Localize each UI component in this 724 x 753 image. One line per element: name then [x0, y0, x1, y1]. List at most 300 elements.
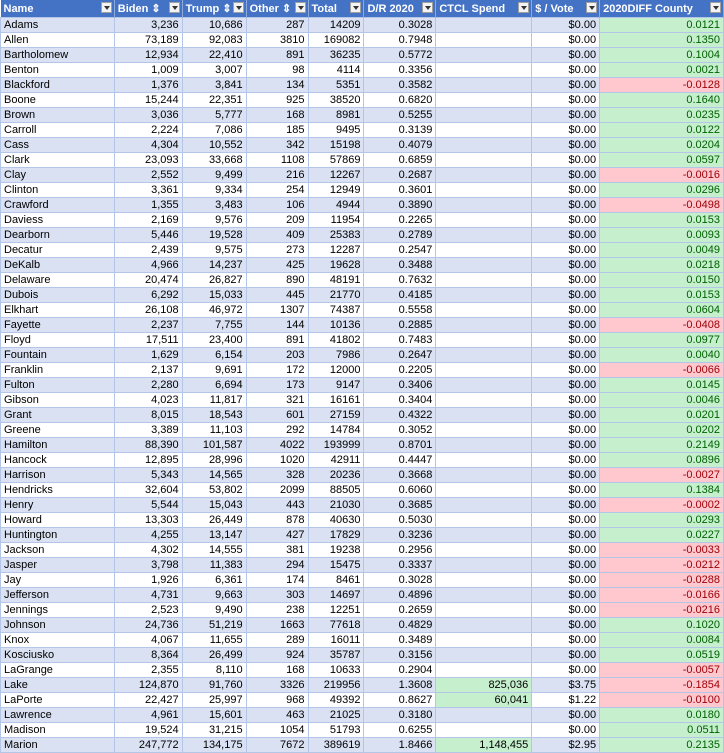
table-cell[interactable]: $0.00: [532, 138, 600, 153]
table-cell[interactable]: 19,528: [182, 228, 246, 243]
table-cell[interactable]: 26,449: [182, 513, 246, 528]
column-header[interactable]: [436, 0, 532, 18]
table-cell[interactable]: $0.00: [532, 573, 600, 588]
table-cell[interactable]: 5,446: [114, 228, 182, 243]
table-cell[interactable]: [436, 513, 532, 528]
table-cell[interactable]: 0.7632: [364, 273, 436, 288]
table-cell[interactable]: $0.00: [532, 498, 600, 513]
table-cell[interactable]: 3,236: [114, 18, 182, 33]
table-cell[interactable]: -0.0408: [600, 318, 724, 333]
table-cell[interactable]: $0.00: [532, 528, 600, 543]
table-cell[interactable]: 22,427: [114, 693, 182, 708]
table-cell[interactable]: 12000: [308, 363, 364, 378]
table-cell[interactable]: Clinton: [1, 183, 115, 198]
table-cell[interactable]: 273: [246, 243, 308, 258]
table-cell[interactable]: 26,827: [182, 273, 246, 288]
table-cell[interactable]: -0.0066: [600, 363, 724, 378]
table-cell[interactable]: Greene: [1, 423, 115, 438]
table-cell[interactable]: [436, 468, 532, 483]
table-cell[interactable]: 13,303: [114, 513, 182, 528]
table-cell[interactable]: 0.0046: [600, 393, 724, 408]
table-cell[interactable]: 0.3685: [364, 498, 436, 513]
table-cell[interactable]: 23,400: [182, 333, 246, 348]
table-cell[interactable]: 21025: [308, 708, 364, 723]
table-cell[interactable]: 0.2904: [364, 663, 436, 678]
table-cell[interactable]: 9,575: [182, 243, 246, 258]
table-cell[interactable]: 28,996: [182, 453, 246, 468]
table-cell[interactable]: [436, 123, 532, 138]
table-cell[interactable]: [436, 93, 532, 108]
table-cell[interactable]: 287: [246, 18, 308, 33]
table-cell[interactable]: Allen: [1, 33, 115, 48]
table-cell[interactable]: 891: [246, 333, 308, 348]
table-cell[interactable]: 32,604: [114, 483, 182, 498]
table-cell[interactable]: [436, 213, 532, 228]
table-cell[interactable]: 254: [246, 183, 308, 198]
table-cell[interactable]: Boone: [1, 93, 115, 108]
table-cell[interactable]: 14209: [308, 18, 364, 33]
table-cell[interactable]: 0.4829: [364, 618, 436, 633]
table-cell[interactable]: 381: [246, 543, 308, 558]
table-cell[interactable]: $0.00: [532, 168, 600, 183]
table-cell[interactable]: 25,997: [182, 693, 246, 708]
table-cell[interactable]: [436, 378, 532, 393]
table-cell[interactable]: 0.3180: [364, 708, 436, 723]
table-cell[interactable]: 0.0235: [600, 108, 724, 123]
table-cell[interactable]: 0.4896: [364, 588, 436, 603]
table-cell[interactable]: 3,036: [114, 108, 182, 123]
table-cell[interactable]: $0.00: [532, 438, 600, 453]
table-cell[interactable]: 0.0122: [600, 123, 724, 138]
table-cell[interactable]: 8981: [308, 108, 364, 123]
filter-dropdown-icon[interactable]: [422, 2, 433, 13]
table-cell[interactable]: 0.0511: [600, 723, 724, 738]
table-cell[interactable]: 3,483: [182, 198, 246, 213]
table-cell[interactable]: 4,067: [114, 633, 182, 648]
table-cell[interactable]: 4114: [308, 63, 364, 78]
table-cell[interactable]: 878: [246, 513, 308, 528]
table-cell[interactable]: 0.2135: [600, 738, 724, 753]
table-cell[interactable]: 15475: [308, 558, 364, 573]
table-cell[interactable]: 38520: [308, 93, 364, 108]
table-cell[interactable]: Hancock: [1, 453, 115, 468]
table-cell[interactable]: 0.0201: [600, 408, 724, 423]
table-cell[interactable]: 169082: [308, 33, 364, 48]
table-cell[interactable]: 209: [246, 213, 308, 228]
table-cell[interactable]: 12251: [308, 603, 364, 618]
table-cell[interactable]: 0.4079: [364, 138, 436, 153]
table-cell[interactable]: 6,154: [182, 348, 246, 363]
table-cell[interactable]: LaPorte: [1, 693, 115, 708]
table-cell[interactable]: 0.1384: [600, 483, 724, 498]
table-cell[interactable]: 15,043: [182, 498, 246, 513]
table-cell[interactable]: 3,798: [114, 558, 182, 573]
table-cell[interactable]: Fulton: [1, 378, 115, 393]
table-cell[interactable]: -0.0166: [600, 588, 724, 603]
table-cell[interactable]: 2,224: [114, 123, 182, 138]
table-cell[interactable]: Hamilton: [1, 438, 115, 453]
table-cell[interactable]: Henry: [1, 498, 115, 513]
table-cell[interactable]: 172: [246, 363, 308, 378]
filter-dropdown-icon[interactable]: [586, 2, 597, 13]
table-cell[interactable]: [436, 528, 532, 543]
table-cell[interactable]: -0.0002: [600, 498, 724, 513]
table-cell[interactable]: $0.00: [532, 663, 600, 678]
table-cell[interactable]: 0.1350: [600, 33, 724, 48]
table-cell[interactable]: [436, 243, 532, 258]
table-cell[interactable]: [436, 18, 532, 33]
table-cell[interactable]: 2,523: [114, 603, 182, 618]
table-cell[interactable]: $0.00: [532, 648, 600, 663]
table-cell[interactable]: 328: [246, 468, 308, 483]
table-cell[interactable]: 26,499: [182, 648, 246, 663]
table-cell[interactable]: 17,511: [114, 333, 182, 348]
table-cell[interactable]: 4,255: [114, 528, 182, 543]
table-cell[interactable]: 1,629: [114, 348, 182, 363]
table-cell[interactable]: 42911: [308, 453, 364, 468]
table-cell[interactable]: $0.00: [532, 63, 600, 78]
table-cell[interactable]: 15,244: [114, 93, 182, 108]
table-cell[interactable]: 0.3356: [364, 63, 436, 78]
table-cell[interactable]: 10,552: [182, 138, 246, 153]
table-cell[interactable]: Benton: [1, 63, 115, 78]
table-cell[interactable]: [436, 153, 532, 168]
table-cell[interactable]: 2,552: [114, 168, 182, 183]
table-cell[interactable]: 9,576: [182, 213, 246, 228]
table-cell[interactable]: 303: [246, 588, 308, 603]
table-cell[interactable]: 0.0180: [600, 708, 724, 723]
table-cell[interactable]: 0.3337: [364, 558, 436, 573]
table-cell[interactable]: 0.5255: [364, 108, 436, 123]
table-cell[interactable]: $0.00: [532, 348, 600, 363]
table-cell[interactable]: $0.00: [532, 708, 600, 723]
table-cell[interactable]: 19,524: [114, 723, 182, 738]
table-cell[interactable]: 4,023: [114, 393, 182, 408]
table-cell[interactable]: 0.3028: [364, 573, 436, 588]
table-cell[interactable]: $0.00: [532, 123, 600, 138]
table-cell[interactable]: 7986: [308, 348, 364, 363]
table-cell[interactable]: Adams: [1, 18, 115, 33]
table-cell[interactable]: 17829: [308, 528, 364, 543]
table-cell[interactable]: 8,364: [114, 648, 182, 663]
table-cell[interactable]: $0.00: [532, 558, 600, 573]
table-cell[interactable]: [436, 633, 532, 648]
table-cell[interactable]: [436, 108, 532, 123]
table-cell[interactable]: 57869: [308, 153, 364, 168]
table-cell[interactable]: 427: [246, 528, 308, 543]
table-cell[interactable]: -0.0057: [600, 663, 724, 678]
table-cell[interactable]: Hendricks: [1, 483, 115, 498]
table-cell[interactable]: [436, 33, 532, 48]
table-cell[interactable]: 9,663: [182, 588, 246, 603]
table-cell[interactable]: 14,565: [182, 468, 246, 483]
table-cell[interactable]: 4,302: [114, 543, 182, 558]
table-cell[interactable]: 73,189: [114, 33, 182, 48]
table-cell[interactable]: 9,691: [182, 363, 246, 378]
table-cell[interactable]: Lawrence: [1, 708, 115, 723]
table-cell[interactable]: 0.6255: [364, 723, 436, 738]
table-cell[interactable]: 13,147: [182, 528, 246, 543]
table-cell[interactable]: 41802: [308, 333, 364, 348]
table-cell[interactable]: 0.0296: [600, 183, 724, 198]
column-header[interactable]: [114, 0, 182, 18]
table-cell[interactable]: 168: [246, 663, 308, 678]
table-cell[interactable]: [436, 558, 532, 573]
table-cell[interactable]: 101,587: [182, 438, 246, 453]
table-cell[interactable]: 88505: [308, 483, 364, 498]
filter-dropdown-icon[interactable]: [518, 2, 529, 13]
table-cell[interactable]: 21770: [308, 288, 364, 303]
table-cell[interactable]: 0.6820: [364, 93, 436, 108]
table-cell[interactable]: 1.3608: [364, 678, 436, 693]
table-cell[interactable]: [436, 618, 532, 633]
table-cell[interactable]: -0.0128: [600, 78, 724, 93]
table-cell[interactable]: 9147: [308, 378, 364, 393]
table-cell[interactable]: $0.00: [532, 93, 600, 108]
table-cell[interactable]: 0.2789: [364, 228, 436, 243]
table-cell[interactable]: [436, 63, 532, 78]
table-cell[interactable]: Jasper: [1, 558, 115, 573]
table-cell[interactable]: 925: [246, 93, 308, 108]
filter-dropdown-icon[interactable]: [233, 2, 244, 13]
table-cell[interactable]: 51793: [308, 723, 364, 738]
table-cell[interactable]: 389619: [308, 738, 364, 753]
table-cell[interactable]: 9,334: [182, 183, 246, 198]
table-cell[interactable]: 0.3236: [364, 528, 436, 543]
table-cell[interactable]: [436, 303, 532, 318]
table-cell[interactable]: 0.4322: [364, 408, 436, 423]
table-cell[interactable]: 1,926: [114, 573, 182, 588]
table-cell[interactable]: 16161: [308, 393, 364, 408]
table-cell[interactable]: [436, 228, 532, 243]
table-cell[interactable]: 0.0202: [600, 423, 724, 438]
table-cell[interactable]: 1054: [246, 723, 308, 738]
table-cell[interactable]: 216: [246, 168, 308, 183]
table-cell[interactable]: Howard: [1, 513, 115, 528]
table-cell[interactable]: Daviess: [1, 213, 115, 228]
table-cell[interactable]: 4022: [246, 438, 308, 453]
table-cell[interactable]: $0.00: [532, 303, 600, 318]
table-cell[interactable]: 51,219: [182, 618, 246, 633]
table-cell[interactable]: $0.00: [532, 333, 600, 348]
table-cell[interactable]: 9,490: [182, 603, 246, 618]
table-cell[interactable]: 98: [246, 63, 308, 78]
filter-dropdown-icon[interactable]: [101, 2, 112, 13]
table-cell[interactable]: $0.00: [532, 78, 600, 93]
table-cell[interactable]: 0.3601: [364, 183, 436, 198]
table-cell[interactable]: 14,555: [182, 543, 246, 558]
table-cell[interactable]: [436, 78, 532, 93]
table-cell[interactable]: 12,934: [114, 48, 182, 63]
table-cell[interactable]: $0.00: [532, 378, 600, 393]
table-cell[interactable]: 0.8627: [364, 693, 436, 708]
table-cell[interactable]: 21030: [308, 498, 364, 513]
table-cell[interactable]: 5351: [308, 78, 364, 93]
table-cell[interactable]: 20,474: [114, 273, 182, 288]
table-cell[interactable]: 0.2265: [364, 213, 436, 228]
table-cell[interactable]: 0.0084: [600, 633, 724, 648]
table-cell[interactable]: 1,355: [114, 198, 182, 213]
table-cell[interactable]: -0.0100: [600, 693, 724, 708]
table-cell[interactable]: -0.0288: [600, 573, 724, 588]
table-cell[interactable]: 0.2659: [364, 603, 436, 618]
table-cell[interactable]: -0.0027: [600, 468, 724, 483]
table-cell[interactable]: 7,086: [182, 123, 246, 138]
table-cell[interactable]: Johnson: [1, 618, 115, 633]
table-cell[interactable]: 3,389: [114, 423, 182, 438]
table-cell[interactable]: 0.7483: [364, 333, 436, 348]
table-cell[interactable]: [436, 603, 532, 618]
filter-dropdown-icon[interactable]: [169, 2, 180, 13]
table-cell[interactable]: 0.3052: [364, 423, 436, 438]
table-cell[interactable]: $0.00: [532, 48, 600, 63]
table-cell[interactable]: 193999: [308, 438, 364, 453]
table-cell[interactable]: [436, 48, 532, 63]
table-cell[interactable]: 0.4185: [364, 288, 436, 303]
table-cell[interactable]: 0.0150: [600, 273, 724, 288]
table-cell[interactable]: 0.5558: [364, 303, 436, 318]
table-cell[interactable]: 26,108: [114, 303, 182, 318]
table-cell[interactable]: $0.00: [532, 588, 600, 603]
table-cell[interactable]: 924: [246, 648, 308, 663]
table-cell[interactable]: 134,175: [182, 738, 246, 753]
table-cell[interactable]: 4,961: [114, 708, 182, 723]
table-cell[interactable]: 443: [246, 498, 308, 513]
table-cell[interactable]: [436, 318, 532, 333]
table-cell[interactable]: $1.22: [532, 693, 600, 708]
table-cell[interactable]: [436, 453, 532, 468]
table-cell[interactable]: 1307: [246, 303, 308, 318]
table-cell[interactable]: 8461: [308, 573, 364, 588]
table-cell[interactable]: $0.00: [532, 228, 600, 243]
table-cell[interactable]: 825,036: [436, 678, 532, 693]
table-cell[interactable]: 48191: [308, 273, 364, 288]
table-cell[interactable]: 0.2956: [364, 543, 436, 558]
table-cell[interactable]: 0.6859: [364, 153, 436, 168]
table-cell[interactable]: 0.0218: [600, 258, 724, 273]
table-cell[interactable]: 4,731: [114, 588, 182, 603]
table-cell[interactable]: [436, 543, 532, 558]
table-cell[interactable]: [436, 408, 532, 423]
table-cell[interactable]: Clay: [1, 168, 115, 183]
table-cell[interactable]: 3,841: [182, 78, 246, 93]
table-cell[interactable]: $0.00: [532, 33, 600, 48]
table-cell[interactable]: 0.2885: [364, 318, 436, 333]
table-cell[interactable]: 321: [246, 393, 308, 408]
table-cell[interactable]: $0.00: [532, 453, 600, 468]
table-cell[interactable]: 0.8701: [364, 438, 436, 453]
table-cell[interactable]: 409: [246, 228, 308, 243]
table-cell[interactable]: 11,817: [182, 393, 246, 408]
table-cell[interactable]: 6,361: [182, 573, 246, 588]
table-cell[interactable]: 0.6060: [364, 483, 436, 498]
table-cell[interactable]: Bartholomew: [1, 48, 115, 63]
table-cell[interactable]: 294: [246, 558, 308, 573]
table-cell[interactable]: 219956: [308, 678, 364, 693]
table-cell[interactable]: [436, 483, 532, 498]
table-cell[interactable]: 10,686: [182, 18, 246, 33]
table-cell[interactable]: 0.3406: [364, 378, 436, 393]
table-cell[interactable]: 289: [246, 633, 308, 648]
table-cell[interactable]: Grant: [1, 408, 115, 423]
table-cell[interactable]: 1,376: [114, 78, 182, 93]
table-cell[interactable]: 0.0519: [600, 648, 724, 663]
table-cell[interactable]: 134: [246, 78, 308, 93]
table-cell[interactable]: 0.0153: [600, 288, 724, 303]
table-cell[interactable]: 3326: [246, 678, 308, 693]
table-cell[interactable]: [436, 333, 532, 348]
table-cell[interactable]: 0.1020: [600, 618, 724, 633]
table-cell[interactable]: 168: [246, 108, 308, 123]
table-cell[interactable]: 92,083: [182, 33, 246, 48]
table-cell[interactable]: Blackford: [1, 78, 115, 93]
table-cell[interactable]: Harrison: [1, 468, 115, 483]
table-cell[interactable]: 5,343: [114, 468, 182, 483]
table-cell[interactable]: 425: [246, 258, 308, 273]
table-cell[interactable]: $0.00: [532, 543, 600, 558]
table-cell[interactable]: 0.0021: [600, 63, 724, 78]
table-cell[interactable]: 2,280: [114, 378, 182, 393]
table-cell[interactable]: $3.75: [532, 678, 600, 693]
table-cell[interactable]: [436, 393, 532, 408]
table-cell[interactable]: 25383: [308, 228, 364, 243]
table-cell[interactable]: 0.0049: [600, 243, 724, 258]
table-cell[interactable]: $0.00: [532, 393, 600, 408]
table-cell[interactable]: Carroll: [1, 123, 115, 138]
table-cell[interactable]: $0.00: [532, 468, 600, 483]
table-cell[interactable]: 23,093: [114, 153, 182, 168]
table-cell[interactable]: Delaware: [1, 273, 115, 288]
table-cell[interactable]: $0.00: [532, 288, 600, 303]
table-cell[interactable]: 12949: [308, 183, 364, 198]
table-cell[interactable]: [436, 588, 532, 603]
table-cell[interactable]: 1,009: [114, 63, 182, 78]
table-cell[interactable]: 19238: [308, 543, 364, 558]
table-cell[interactable]: 0.3890: [364, 198, 436, 213]
table-cell[interactable]: [436, 708, 532, 723]
table-cell[interactable]: 11,383: [182, 558, 246, 573]
table-cell[interactable]: Brown: [1, 108, 115, 123]
table-cell[interactable]: [436, 723, 532, 738]
table-cell[interactable]: Cass: [1, 138, 115, 153]
table-cell[interactable]: 16011: [308, 633, 364, 648]
table-cell[interactable]: $0.00: [532, 273, 600, 288]
table-cell[interactable]: 1108: [246, 153, 308, 168]
table-cell[interactable]: 601: [246, 408, 308, 423]
table-cell[interactable]: 292: [246, 423, 308, 438]
table-cell[interactable]: 36235: [308, 48, 364, 63]
column-header[interactable]: [364, 0, 436, 18]
table-cell[interactable]: 15198: [308, 138, 364, 153]
table-cell[interactable]: $0.00: [532, 423, 600, 438]
table-cell[interactable]: [436, 183, 532, 198]
table-cell[interactable]: $0.00: [532, 618, 600, 633]
table-cell[interactable]: 445: [246, 288, 308, 303]
table-cell[interactable]: 0.3139: [364, 123, 436, 138]
table-cell[interactable]: 15,033: [182, 288, 246, 303]
table-cell[interactable]: [436, 258, 532, 273]
table-cell[interactable]: 9495: [308, 123, 364, 138]
table-cell[interactable]: 0.0597: [600, 153, 724, 168]
table-cell[interactable]: 6,694: [182, 378, 246, 393]
table-cell[interactable]: 238: [246, 603, 308, 618]
table-cell[interactable]: 0.1004: [600, 48, 724, 63]
table-cell[interactable]: Dubois: [1, 288, 115, 303]
table-cell[interactable]: Jennings: [1, 603, 115, 618]
table-cell[interactable]: LaGrange: [1, 663, 115, 678]
table-cell[interactable]: 0.4447: [364, 453, 436, 468]
table-cell[interactable]: 0.0204: [600, 138, 724, 153]
